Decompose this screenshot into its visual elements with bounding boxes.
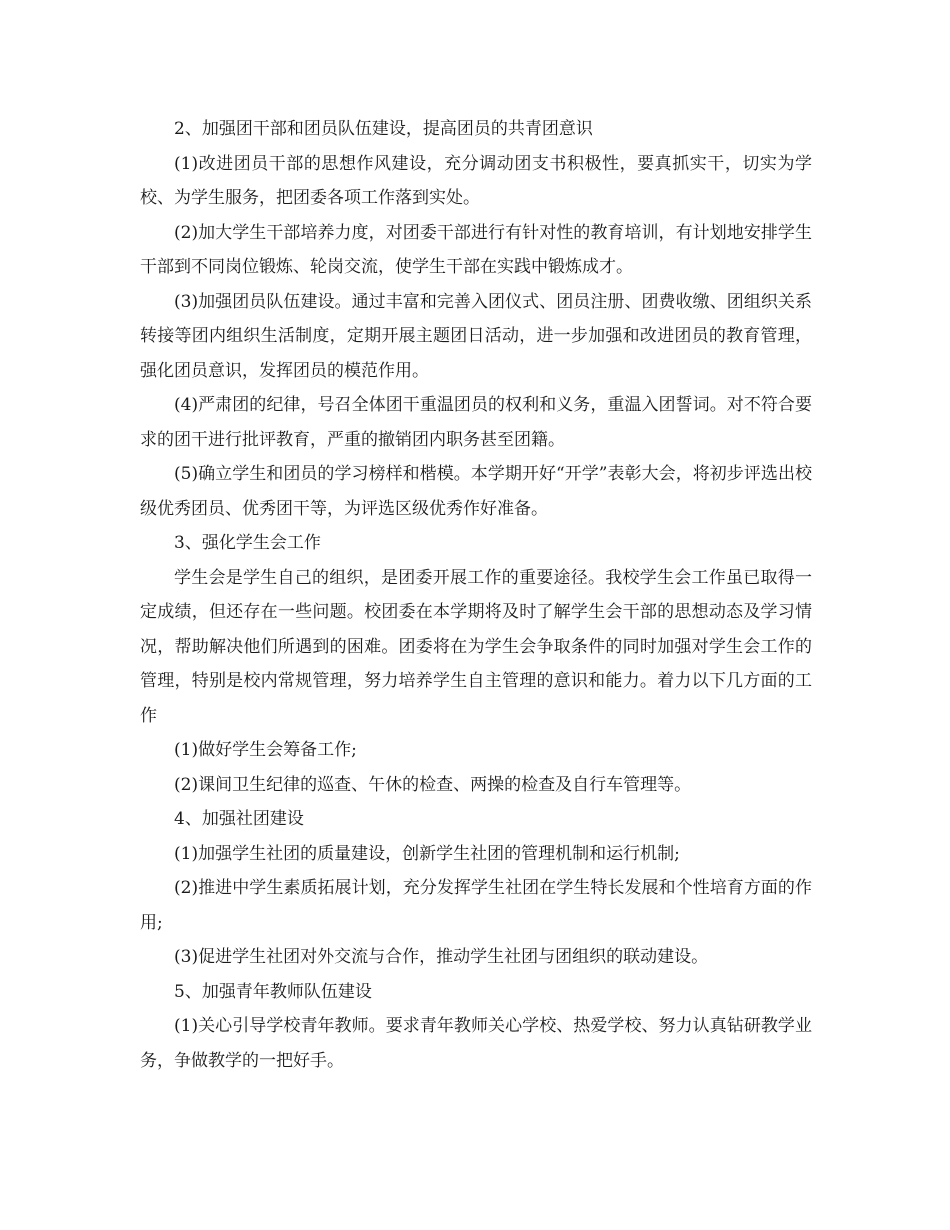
paragraph-2-5: (5)确立学生和团员的学习榜样和楷模。本学期开好“开学”表彰大会，将初步评选出校级优秀团员、优秀团干等，为评选区级优秀作好准备。 <box>140 464 812 519</box>
paragraph-4-1: (1)加强学生社团的质量建设，创新学生社团的管理机制和运行机制; <box>174 843 680 864</box>
paragraph-2-2: (2)加大学生干部培养力度，对团委干部进行有针对性的教育培训，有计划地安排学生干部到不同岗位锻炼、轮岗交流，使学生干部在实践中锻炼成才。 <box>140 222 812 277</box>
paragraph-3-2: (2)课间卫生纪律的巡查、午休的检查、两操的检查及自行车管理等。 <box>174 774 692 795</box>
paragraph-3-1: (1)做好学生会筹备工作; <box>174 740 357 760</box>
paragraph-2-4: (4)严肃团的纪律，号召全体团干重温团员的权利和义务，重温入团誓词。对不符合要求的团干进行批评教育，严重的撤销团内职务甚至团籍。 <box>140 395 812 450</box>
paragraph-2-3: (3)加强团员队伍建设。通过丰富和完善入团仪式、团员注册、团费收缴、团组织关系转接等团内组织生活制度，定期开展主题团日活动，进一步加强和改进团员的教育管理，强化团员意识，发挥团员的模范作用。 <box>140 291 812 381</box>
heading-3-student-union: 3、强化学生会工作 <box>174 533 321 553</box>
paragraph-4-2: (2)推进中学生素质拓展计划，充分发挥学生社团在学生特长发展和个性培育方面的作用; <box>140 878 812 933</box>
heading-4-clubs: 4、加强社团建设 <box>174 809 304 829</box>
paragraph-3-body: 学生会是学生自己的组织，是团委开展工作的重要途径。我校学生会工作虽已取得一定成绩，但还存在一些问题。校团委在本学期将及时了解学生会干部的思想动态及学习情况，帮助解决他们所遇到的困难。团委将在为学生会争取条件的同时加强对学生会工作的管理，特别是校内常规管理，努力培养学生自主管理的意识和能力。着力以下几方面的工作 <box>140 567 812 726</box>
paragraph-5-1: (1)关心引导学校青年教师。要求青年教师关心学校、热爱学校、努力认真钻研教学业务，争做教学的一把好手。 <box>140 1016 812 1071</box>
paragraph-2-1: (1)改进团员干部的思想作风建设，充分调动团支书积极性，要真抓实干，切实为学校、为学生服务，把团委各项工作落到实处。 <box>140 153 812 208</box>
paragraph-4-3: (3)促进学生社团对外交流与合作，推动学生社团与团组织的联动建设。 <box>174 947 709 967</box>
heading-5-young-teachers: 5、加强青年教师队伍建设 <box>174 981 372 1002</box>
document-page <box>140 112 812 1078</box>
heading-2-cadre-building: 2、加强团干部和团员队伍建设，提高团员的共青团意识 <box>174 119 593 139</box>
